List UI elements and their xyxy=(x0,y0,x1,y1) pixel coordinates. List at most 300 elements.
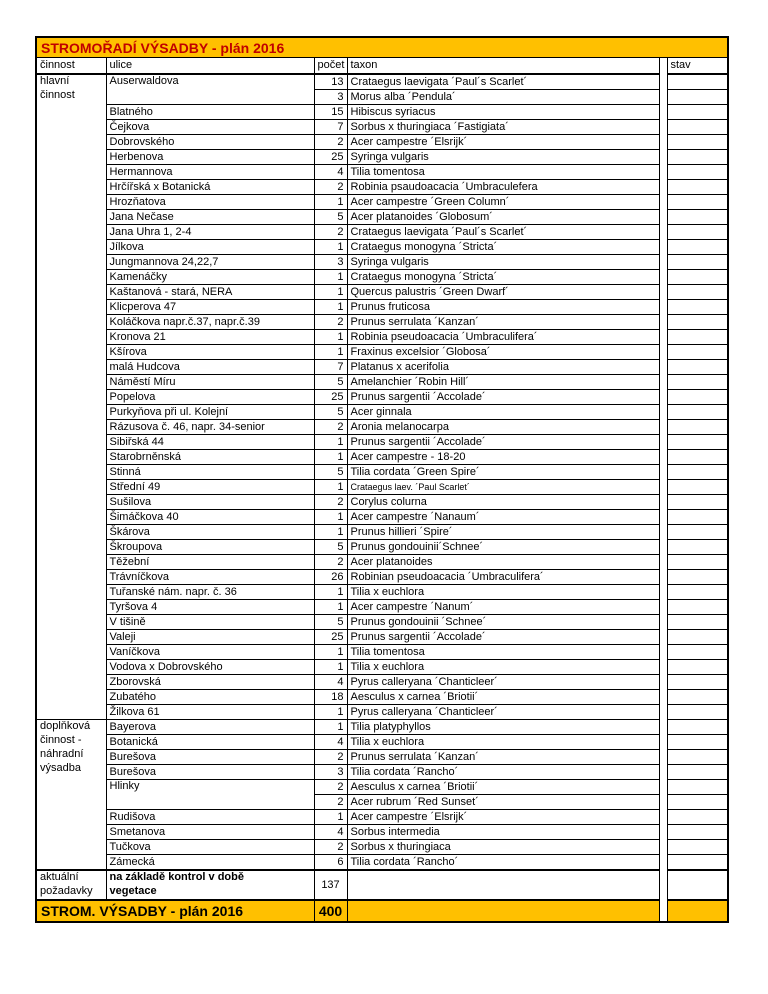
table-row xyxy=(36,240,728,255)
street-cell: Zubatého xyxy=(106,690,314,705)
column-spacer xyxy=(659,120,667,135)
column-spacer xyxy=(659,780,667,795)
status-cell xyxy=(667,105,728,120)
count-cell: 1 xyxy=(314,195,347,210)
status-cell xyxy=(667,690,728,705)
street-cell: Škroupova xyxy=(106,540,314,555)
section-activity-line: doplňková xyxy=(40,720,91,732)
status-cell xyxy=(667,495,728,510)
street-cell: Dobrovského xyxy=(106,135,314,150)
count-cell: 18 xyxy=(314,690,347,705)
status-cell xyxy=(667,315,728,330)
status-cell xyxy=(667,750,728,765)
street-cell: Střední 49 xyxy=(106,480,314,495)
status-cell xyxy=(667,74,728,90)
count-cell: 3 xyxy=(314,255,347,270)
page-title: STROMOŘADÍ VÝSADBY - plán 2016 xyxy=(36,37,728,58)
column-spacer xyxy=(659,74,667,90)
street-cell: V tišině xyxy=(106,615,314,630)
status-cell xyxy=(667,600,728,615)
status-cell xyxy=(667,510,728,525)
street-cell: Popelova xyxy=(106,390,314,405)
table-row xyxy=(36,765,728,780)
street-cell: Sibiřská 44 xyxy=(106,435,314,450)
count-cell: 5 xyxy=(314,615,347,630)
count-cell: 2 xyxy=(314,840,347,855)
street-cell: Bayerova xyxy=(106,720,314,735)
column-spacer xyxy=(659,705,667,720)
count-cell: 2 xyxy=(314,795,347,810)
requests-activity-label xyxy=(36,870,106,900)
taxon-cell: Tilia x euchlora xyxy=(347,735,659,750)
column-spacer xyxy=(659,855,667,871)
status-cell xyxy=(667,165,728,180)
table-row xyxy=(36,675,728,690)
taxon-cell: Syringa vulgaris xyxy=(347,150,659,165)
count-cell: 2 xyxy=(314,420,347,435)
table-row xyxy=(36,615,728,630)
count-cell: 1 xyxy=(314,345,347,360)
column-spacer xyxy=(659,375,667,390)
status-cell xyxy=(667,555,728,570)
col-header-stav: stav xyxy=(667,58,728,75)
count-cell: 2 xyxy=(314,135,347,150)
table-row xyxy=(36,300,728,315)
status-cell xyxy=(667,735,728,750)
table-row xyxy=(36,285,728,300)
count-cell: 1 xyxy=(314,525,347,540)
table-row xyxy=(36,405,728,420)
taxon-cell: Crataegus laev. ´Paul Scarlet´ xyxy=(347,480,659,495)
street-cell: Jungmannova 24,22,7 xyxy=(106,255,314,270)
status-cell xyxy=(667,780,728,795)
table-row xyxy=(36,720,728,735)
table-row xyxy=(36,690,728,705)
count-cell: 1 xyxy=(314,585,347,600)
count-cell: 2 xyxy=(314,225,347,240)
status-cell xyxy=(667,375,728,390)
taxon-cell: Crataegus laevigata ´Paul´s Scarlet´ xyxy=(347,225,659,240)
count-cell: 2 xyxy=(314,780,347,795)
column-spacer xyxy=(659,210,667,225)
requests-note-line: na základě kontrol v době xyxy=(109,871,244,883)
requests-note-line: vegetace xyxy=(109,885,157,897)
street-cell: Šimáčkova 40 xyxy=(106,510,314,525)
taxon-cell: Prunus sargentii ´Accolade´ xyxy=(347,630,659,645)
summary-body xyxy=(36,870,728,922)
column-spacer xyxy=(659,840,667,855)
count-cell: 25 xyxy=(314,630,347,645)
count-cell: 5 xyxy=(314,210,347,225)
requests-activity-line: požadavky xyxy=(40,885,93,897)
street-cell: Blatného xyxy=(106,105,314,120)
street-cell: Purkyňova při ul. Kolejní xyxy=(106,405,314,420)
taxon-cell: Acer campestre - 18-20 xyxy=(347,450,659,465)
table-row xyxy=(36,105,728,120)
street-cell: Zborovská xyxy=(106,675,314,690)
count-cell: 4 xyxy=(314,825,347,840)
table-row xyxy=(36,420,728,435)
total-taxon-cell xyxy=(347,900,659,922)
status-cell xyxy=(667,795,728,810)
column-spacer xyxy=(659,810,667,825)
table-row xyxy=(36,525,728,540)
street-cell: Čejkova xyxy=(106,120,314,135)
requests-row xyxy=(36,870,728,900)
table-row xyxy=(36,225,728,240)
taxon-cell: Tilia cordata ´Green Spire´ xyxy=(347,465,659,480)
taxon-cell: Tilia cordata ´Rancho´ xyxy=(347,855,659,871)
count-cell: 3 xyxy=(314,90,347,105)
count-cell: 7 xyxy=(314,120,347,135)
column-spacer xyxy=(659,525,667,540)
status-cell xyxy=(667,330,728,345)
taxon-cell: Prunus gondouinii´Schnee´ xyxy=(347,540,659,555)
column-spacer xyxy=(659,165,667,180)
table-row xyxy=(36,180,728,195)
total-status-cell xyxy=(667,900,728,922)
street-cell: Starobrněnská xyxy=(106,450,314,465)
column-spacer xyxy=(659,390,667,405)
taxon-cell: Acer platanoides xyxy=(347,555,659,570)
taxon-cell: Acer rubrum ´Red Sunset´ xyxy=(347,795,659,810)
street-cell: Smetanova xyxy=(106,825,314,840)
taxon-cell: Tilia cordata ´Rancho´ xyxy=(347,765,659,780)
table-row xyxy=(36,255,728,270)
status-cell xyxy=(667,840,728,855)
table-row xyxy=(36,435,728,450)
column-spacer xyxy=(659,615,667,630)
count-cell: 5 xyxy=(314,405,347,420)
column-spacer xyxy=(659,180,667,195)
street-cell: Kaštanová - stará, NERA xyxy=(106,285,314,300)
count-cell: 5 xyxy=(314,465,347,480)
street-cell: Rudišova xyxy=(106,810,314,825)
table-row xyxy=(36,345,728,360)
table-row xyxy=(36,465,728,480)
status-cell xyxy=(667,615,728,630)
count-cell: 15 xyxy=(314,105,347,120)
column-spacer xyxy=(659,345,667,360)
column-spacer xyxy=(659,450,667,465)
column-spacer xyxy=(659,270,667,285)
column-spacer xyxy=(659,420,667,435)
column-spacer xyxy=(659,795,667,810)
taxon-cell: Amelanchier ´Robin Hill´ xyxy=(347,375,659,390)
total-label: STROM. VÝSADBY - plán 2016 xyxy=(36,900,314,922)
column-spacer xyxy=(659,300,667,315)
taxon-cell: Acer campestre ´Nanaum´ xyxy=(347,510,659,525)
taxon-cell: Prunus sargentii ´Accolade´ xyxy=(347,435,659,450)
street-cell: Těžební xyxy=(106,555,314,570)
table-row xyxy=(36,270,728,285)
column-spacer xyxy=(659,600,667,615)
status-cell xyxy=(667,420,728,435)
status-cell xyxy=(667,675,728,690)
section-activity-line: hlavní xyxy=(40,75,70,87)
column-spacer xyxy=(659,285,667,300)
count-cell: 3 xyxy=(314,765,347,780)
street-cell: Škárova xyxy=(106,525,314,540)
count-cell: 26 xyxy=(314,570,347,585)
column-spacer xyxy=(659,150,667,165)
column-spacer xyxy=(659,645,667,660)
count-cell: 1 xyxy=(314,330,347,345)
table-row xyxy=(36,660,728,675)
count-cell: 1 xyxy=(314,300,347,315)
street-cell: Auserwaldova xyxy=(106,74,314,105)
street-cell: Vaníčkova xyxy=(106,645,314,660)
table-row xyxy=(36,855,728,871)
table-row xyxy=(36,210,728,225)
taxon-cell: Prunus serrulata ´Kanzan´ xyxy=(347,750,659,765)
status-cell xyxy=(667,255,728,270)
street-cell: Jana Nečase xyxy=(106,210,314,225)
count-cell: 4 xyxy=(314,735,347,750)
table-row xyxy=(36,630,728,645)
status-cell xyxy=(667,270,728,285)
street-cell: Kšírova xyxy=(106,345,314,360)
section-activity-line: náhradní xyxy=(40,748,84,760)
column-spacer xyxy=(659,630,667,645)
street-cell: Valeji xyxy=(106,630,314,645)
count-cell: 4 xyxy=(314,675,347,690)
status-cell xyxy=(667,480,728,495)
street-cell: Tuřanské nám. napr. č. 36 xyxy=(106,585,314,600)
count-cell: 2 xyxy=(314,495,347,510)
column-spacer xyxy=(659,360,667,375)
taxon-cell: Sorbus x thuringiaca ´Fastigiata´ xyxy=(347,120,659,135)
street-cell: Burešova xyxy=(106,750,314,765)
status-cell xyxy=(667,120,728,135)
street-cell: Herbenova xyxy=(106,150,314,165)
street-cell: Stinná xyxy=(106,465,314,480)
taxon-cell: Morus alba ´Pendula´ xyxy=(347,90,659,105)
status-cell xyxy=(667,825,728,840)
count-cell: 25 xyxy=(314,390,347,405)
street-cell: Jílkova xyxy=(106,240,314,255)
status-cell xyxy=(667,135,728,150)
count-cell: 1 xyxy=(314,480,347,495)
status-cell xyxy=(667,300,728,315)
column-spacer xyxy=(659,255,667,270)
taxon-cell: Tilia tomentosa xyxy=(347,165,659,180)
table-row xyxy=(36,540,728,555)
taxon-cell: Quercus palustris ´Green Dwarf´ xyxy=(347,285,659,300)
status-cell xyxy=(667,390,728,405)
table-row xyxy=(36,510,728,525)
column-spacer xyxy=(659,570,667,585)
status-cell xyxy=(667,525,728,540)
column-spacer xyxy=(659,675,667,690)
table-row xyxy=(36,810,728,825)
column-spacer xyxy=(659,465,667,480)
table-row xyxy=(36,375,728,390)
taxon-cell: Acer campestre ´Green Column´ xyxy=(347,195,659,210)
status-cell xyxy=(667,210,728,225)
taxon-cell: Hibiscus syriacus xyxy=(347,105,659,120)
street-cell: malá Hudcova xyxy=(106,360,314,375)
status-cell xyxy=(667,240,728,255)
status-cell xyxy=(667,225,728,240)
status-cell xyxy=(667,150,728,165)
taxon-cell: Robinian pseudoacacia ´Umbraculifera´ xyxy=(347,570,659,585)
column-spacer xyxy=(659,900,667,922)
taxon-cell: Prunus serrulata ´Kanzan´ xyxy=(347,315,659,330)
table-row xyxy=(36,74,728,90)
col-header-cinnost: činnost xyxy=(36,58,106,75)
count-cell: 2 xyxy=(314,180,347,195)
col-header-taxon: taxon xyxy=(347,58,659,75)
status-cell xyxy=(667,465,728,480)
table-row xyxy=(36,555,728,570)
status-cell xyxy=(667,450,728,465)
column-header-row xyxy=(36,58,728,75)
table-row xyxy=(36,135,728,150)
requests-count-cell: 137 xyxy=(314,870,347,900)
count-cell: 4 xyxy=(314,165,347,180)
column-spacer xyxy=(659,195,667,210)
taxon-cell: Aesculus x carnea ´Briotii´ xyxy=(347,690,659,705)
section-activity-line: činnost xyxy=(40,89,75,101)
table-row xyxy=(36,360,728,375)
taxon-cell: Acer campestre ´Elsrijk´ xyxy=(347,135,659,150)
count-cell: 1 xyxy=(314,600,347,615)
taxon-cell: Tilia platyphyllos xyxy=(347,720,659,735)
table-row xyxy=(36,450,728,465)
status-cell xyxy=(667,585,728,600)
status-cell xyxy=(667,285,728,300)
taxon-cell: Sorbus x thuringiaca xyxy=(347,840,659,855)
column-spacer xyxy=(659,330,667,345)
status-cell xyxy=(667,630,728,645)
table-row xyxy=(36,825,728,840)
requests-activity-line: aktuální xyxy=(40,871,79,883)
taxon-cell: Syringa vulgaris xyxy=(347,255,659,270)
table-row xyxy=(36,120,728,135)
street-cell: Hlinky xyxy=(106,780,314,810)
street-cell: Rázusova č. 46, napr. 34-senior xyxy=(106,420,314,435)
requests-status-cell xyxy=(667,870,728,900)
column-spacer xyxy=(659,825,667,840)
taxon-cell: Corylus colurna xyxy=(347,495,659,510)
status-cell xyxy=(667,705,728,720)
status-cell xyxy=(667,180,728,195)
column-spacer xyxy=(659,240,667,255)
taxon-cell: Tilia x euchlora xyxy=(347,660,659,675)
status-cell xyxy=(667,810,728,825)
taxon-cell: Prunus gondouinii ´Schnee´ xyxy=(347,615,659,630)
street-cell: Hermannova xyxy=(106,165,314,180)
column-spacer xyxy=(659,315,667,330)
street-cell: Hrozňatova xyxy=(106,195,314,210)
status-cell xyxy=(667,345,728,360)
count-cell: 7 xyxy=(314,360,347,375)
count-cell: 1 xyxy=(314,240,347,255)
column-spacer xyxy=(659,90,667,105)
table-row xyxy=(36,570,728,585)
column-spacer xyxy=(659,225,667,240)
col-header-ulice: ulice xyxy=(106,58,314,75)
title-row xyxy=(36,37,728,58)
table-row xyxy=(36,150,728,165)
street-cell: Burešova xyxy=(106,765,314,780)
table-row xyxy=(36,480,728,495)
street-cell: Žilkova 61 xyxy=(106,705,314,720)
street-cell: Klicperova 47 xyxy=(106,300,314,315)
street-cell: Kronova 21 xyxy=(106,330,314,345)
table-row xyxy=(36,390,728,405)
column-spacer xyxy=(659,540,667,555)
section-activity-line: činnost - xyxy=(40,734,82,746)
street-cell: Hrčířská x Botanická xyxy=(106,180,314,195)
count-cell: 1 xyxy=(314,510,347,525)
taxon-cell: Crataegus monogyna ´Stricta´ xyxy=(347,240,659,255)
count-cell: 6 xyxy=(314,855,347,871)
count-cell: 1 xyxy=(314,720,347,735)
column-spacer xyxy=(659,585,667,600)
street-cell: Botanická xyxy=(106,735,314,750)
column-spacer xyxy=(659,495,667,510)
table-row xyxy=(36,315,728,330)
column-spacer xyxy=(659,105,667,120)
street-cell: Trávníčkova xyxy=(106,570,314,585)
count-cell: 1 xyxy=(314,645,347,660)
street-cell: Sušilova xyxy=(106,495,314,510)
count-cell: 13 xyxy=(314,74,347,90)
table-row xyxy=(36,645,728,660)
street-cell: Koláčkova napr.č.37, napr.č.39 xyxy=(106,315,314,330)
status-cell xyxy=(667,90,728,105)
street-cell: Kamenáčky xyxy=(106,270,314,285)
column-spacer xyxy=(659,750,667,765)
total-count-cell: 400 xyxy=(314,900,347,922)
column-spacer xyxy=(659,405,667,420)
taxon-cell: Pyrus calleryana ´Chanticleer´ xyxy=(347,705,659,720)
table-row xyxy=(36,585,728,600)
taxon-cell: Tilia x euchlora xyxy=(347,585,659,600)
taxon-cell: Acer campestre ´Elsrijk´ xyxy=(347,810,659,825)
column-spacer xyxy=(659,870,667,900)
count-cell: 2 xyxy=(314,315,347,330)
column-spacer xyxy=(659,735,667,750)
count-cell: 25 xyxy=(314,150,347,165)
table-row xyxy=(36,195,728,210)
street-cell: Tyršova 4 xyxy=(106,600,314,615)
plan-table xyxy=(35,36,729,923)
section-activity-label xyxy=(36,720,106,871)
taxon-cell: Prunus sargentii ´Accolade´ xyxy=(347,390,659,405)
table-row xyxy=(36,780,728,795)
table-row xyxy=(36,495,728,510)
total-row xyxy=(36,900,728,922)
street-cell: Vodova x Dobrovského xyxy=(106,660,314,675)
taxon-cell: Prunus hillieri ´Spire´ xyxy=(347,525,659,540)
street-cell: Náměstí Míru xyxy=(106,375,314,390)
taxon-cell: Acer platanoides ´Globosum´ xyxy=(347,210,659,225)
taxon-cell: Crataegus monogyna ´Stricta´ xyxy=(347,270,659,285)
status-cell xyxy=(667,645,728,660)
table-row xyxy=(36,750,728,765)
status-cell xyxy=(667,540,728,555)
taxon-cell: Fraxinus excelsior ´Globosa´ xyxy=(347,345,659,360)
column-spacer xyxy=(659,480,667,495)
column-spacer xyxy=(659,555,667,570)
table-row xyxy=(36,165,728,180)
section-activity-label xyxy=(36,74,106,720)
count-cell: 5 xyxy=(314,540,347,555)
table-row xyxy=(36,600,728,615)
